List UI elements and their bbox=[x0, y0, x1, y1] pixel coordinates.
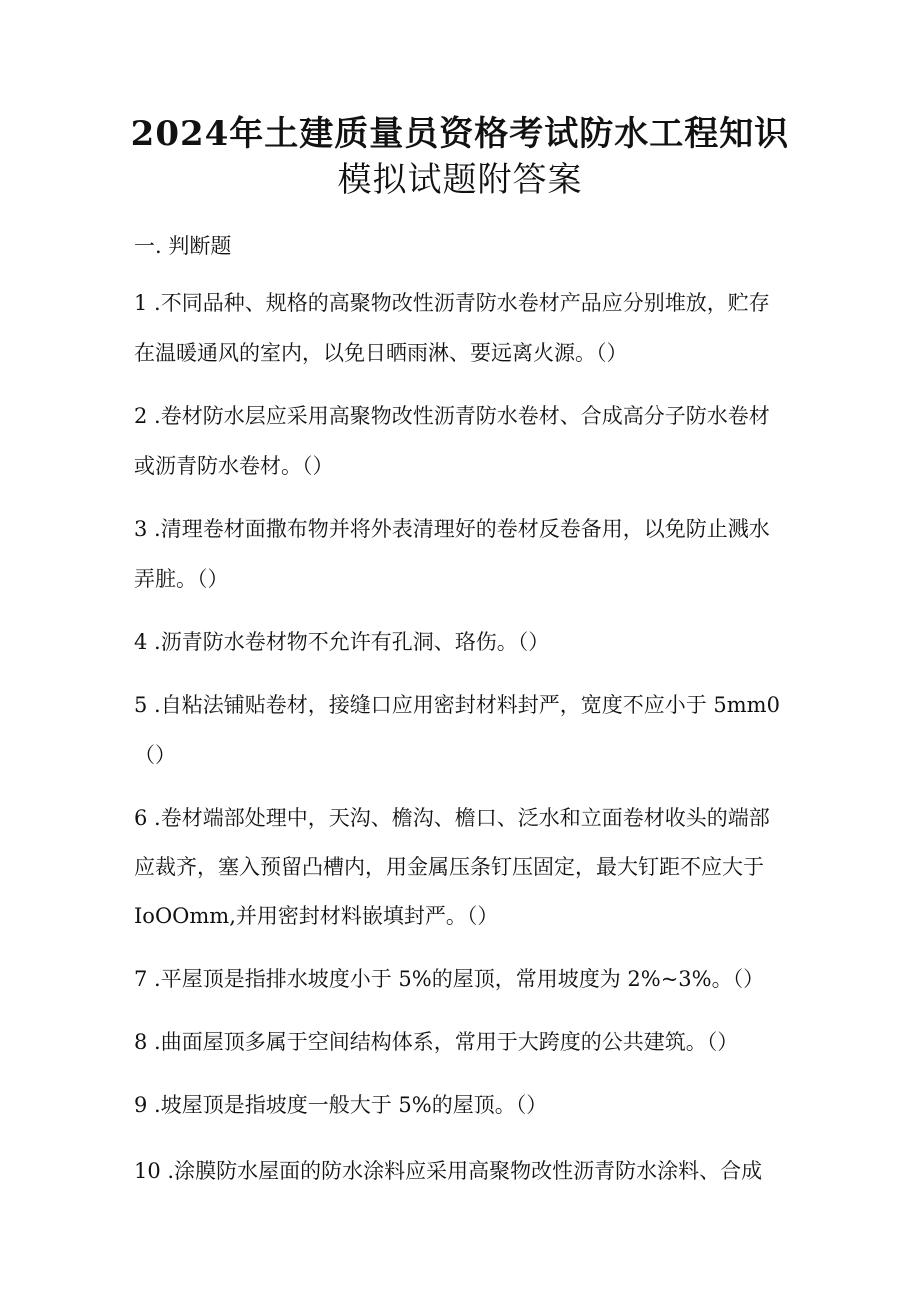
section-heading: 一. 判断题 bbox=[134, 234, 232, 258]
question-2-line-2: 或沥青防水卷材。（） bbox=[134, 454, 334, 478]
document-title-line2: 模拟试题附答案 bbox=[337, 160, 583, 200]
question-8-line-1: 8 .曲面屋顶多属于空间结构体系，常用于大跨度的公共建筑。（） bbox=[134, 1030, 739, 1054]
question-5-line-1: 5 .自粘法铺贴卷材，接缝口应用密封材料封严，宽度不应小于 5mm0 bbox=[134, 693, 780, 717]
question-6-line-2: 应裁齐，塞入预留凸槽内，用金属压条钉压固定，最大钉距不应大于 bbox=[134, 855, 764, 879]
question-1-line-1: 1 .不同品种、规格的高聚物改性沥青防水卷材产品应分别堆放，贮存 bbox=[134, 291, 770, 315]
question-5-line-2: （） bbox=[134, 743, 176, 767]
question-7-line-1: 7 .平屋顶是指排水坡度小于 5%的屋顶，常用坡度为 2%~3%。（） bbox=[134, 967, 765, 991]
question-3-line-2: 弄脏。（） bbox=[134, 567, 229, 591]
question-9-line-1: 9 .坡屋顶是指坡度一般大于 5%的屋顶。（） bbox=[134, 1093, 548, 1117]
document-title-line1: 2024年土建质量员资格考试防水工程知识 bbox=[130, 114, 790, 154]
question-4-line-1: 4 .沥青防水卷材物不允许有孔洞、珞伤。（） bbox=[134, 630, 550, 654]
question-3-line-1: 3 .清理卷材面撒布物并将外表清理好的卷材反卷备用，以免防止溅水 bbox=[134, 517, 770, 541]
question-2-line-1: 2 .卷材防水层应采用高聚物改性沥青防水卷材、合成高分子防水卷材 bbox=[134, 404, 770, 428]
question-6-line-3: IoOOmm,并用密封材料嵌填封严。（） bbox=[134, 904, 499, 928]
question-10-line-1: 10 .涂膜防水屋面的防水涂料应采用高聚物改性沥青防水涂料、合成 bbox=[134, 1159, 763, 1183]
question-6-line-1: 6 .卷材端部处理中，天沟、檐沟、檐口、泛水和立面卷材收头的端部 bbox=[134, 806, 770, 830]
question-1-line-2: 在温暖通风的室内，以免日晒雨淋、要远离火源。（） bbox=[134, 341, 628, 365]
